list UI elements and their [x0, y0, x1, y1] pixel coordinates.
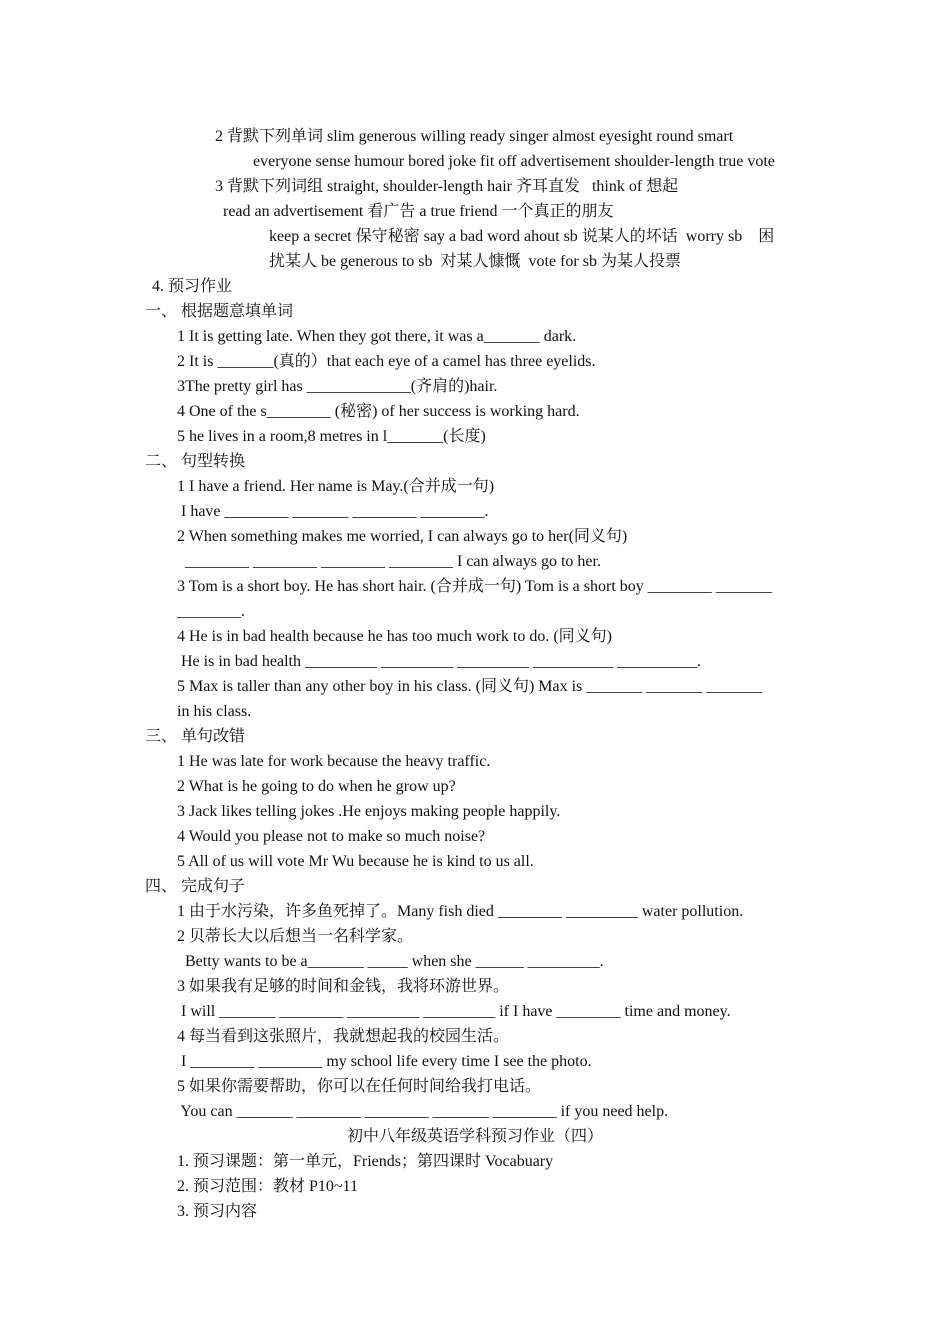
part-4-answer-line: I ________ ________ my school life every time I see the photo. — [177, 1053, 592, 1070]
part-3-question: 1 He was late for work because the heavy traffic. — [177, 753, 491, 770]
part-4-answer-line: I will _______ ________ _________ _________ if I have ________ time and money. — [177, 1003, 731, 1020]
part-1-heading: 一、 根据题意填单词 — [145, 303, 294, 320]
part-3-question: 4 Would you please not to make so much noise? — [177, 828, 486, 845]
part-2-answer-line: ________ ________ ________ ________ I can always go to her. — [181, 553, 601, 570]
part-4-answer-line: You can _______ ________ ________ _______ ________ if you need help. — [177, 1103, 669, 1120]
part-3-question: 5 All of us will vote Mr Wu because he is kind to us all. — [177, 853, 534, 870]
part-2-question: 1 I have a friend. Her name is May.(合并成一句) — [177, 478, 495, 495]
next-assignment-topic: 1. 预习课题：第一单元，Friends；第四课时 Vocabuary — [177, 1153, 554, 1170]
phrase-list-line-2: read an advertisement 看广告 a true friend 一个真正的朋友 — [223, 203, 614, 220]
vocab-list-line-1: 2 背默下列单词 slim generous willing ready singer almost eyesight round smart — [215, 128, 734, 145]
part-1-question: 4 One of the s________ (秘密) of her success is working hard. — [177, 403, 580, 420]
vocab-list-line-2: everyone sense humour bored joke fit off advertisement shoulder-length true vote — [253, 153, 775, 170]
phrase-list-line-3: keep a secret 保守秘密 say a bad word ahout sb 说某人的坏话 worry sb 困 — [269, 228, 775, 245]
part-2-answer-line: I have ________ _______ ________ ________. — [177, 503, 489, 520]
part-3-heading: 三、 单句改错 — [145, 728, 246, 745]
part-2-answer-line: in his class. — [177, 703, 252, 720]
part-3-question: 3 Jack likes telling jokes .He enjoys making people happily. — [177, 803, 561, 820]
part-2-heading: 二、 句型转换 — [145, 453, 246, 470]
part-1-question: 3The pretty girl has _____________(齐肩的)hair. — [177, 378, 498, 395]
part-4-answer-line: Betty wants to be a_______ _____ when she ______ _________. — [177, 953, 604, 970]
part-4-question: 5 如果你需要帮助，你可以在任何时间给我打电话。 — [177, 1078, 542, 1095]
part-1-question: 2 It is _______(真的）that each eye of a camel has three eyelids. — [177, 353, 596, 370]
part-4-question: 2 贝蒂长大以后想当一名科学家。 — [177, 928, 414, 945]
part-4-question: 4 每当看到这张照片，我就想起我的校园生活。 — [177, 1028, 510, 1045]
part-2-question: 4 He is in bad health because he has too much work to do. (同义句) — [177, 628, 613, 645]
next-assignment-scope: 2. 预习范围：教材 P10~11 — [177, 1178, 358, 1195]
part-2-question: 5 Max is taller than any other boy in his class. (同义句) Max is _______ _______ _______ — [177, 678, 763, 695]
part-3-question: 2 What is he going to do when he grow up? — [177, 778, 456, 795]
next-assignment-content: 3. 预习内容 — [177, 1203, 258, 1220]
part-2-question: 2 When something makes me worried, I can always go to her(同义句) — [177, 528, 628, 545]
part-1-question: 1 It is getting late. When they got there, it was a_______ dark. — [177, 328, 577, 345]
part-2-question: 3 Tom is a short boy. He has short hair. (合并成一句) Tom is a short boy ________ _______ — [177, 578, 772, 595]
part-4-heading: 四、 完成句子 — [145, 878, 246, 895]
phrase-list-line-4: 扰某人 be generous to sb 对某人慷慨 vote for sb 为某人投票 — [269, 253, 681, 270]
part-1-question: 5 he lives in a room,8 metres in l_______(长度) — [177, 428, 486, 445]
part-2-answer-line: ________. — [177, 603, 245, 620]
part-4-question: 3 如果我有足够的时间和金钱，我将环游世界。 — [177, 978, 510, 995]
part-2-answer-line: He is in bad health _________ _________ _________ __________ __________. — [177, 653, 701, 670]
next-assignment-title: 初中八年级英语学科预习作业（四） — [346, 1128, 603, 1145]
part-4-question: 1 由于水污染，许多鱼死掉了。Many fish died ________ _________ water pollution. — [177, 903, 744, 920]
homework-heading: 4. 预习作业 — [152, 278, 233, 295]
phrase-list-line-1: 3 背默下列词组 straight, shoulder-length hair 齐耳直发 think of 想起 — [215, 178, 679, 195]
